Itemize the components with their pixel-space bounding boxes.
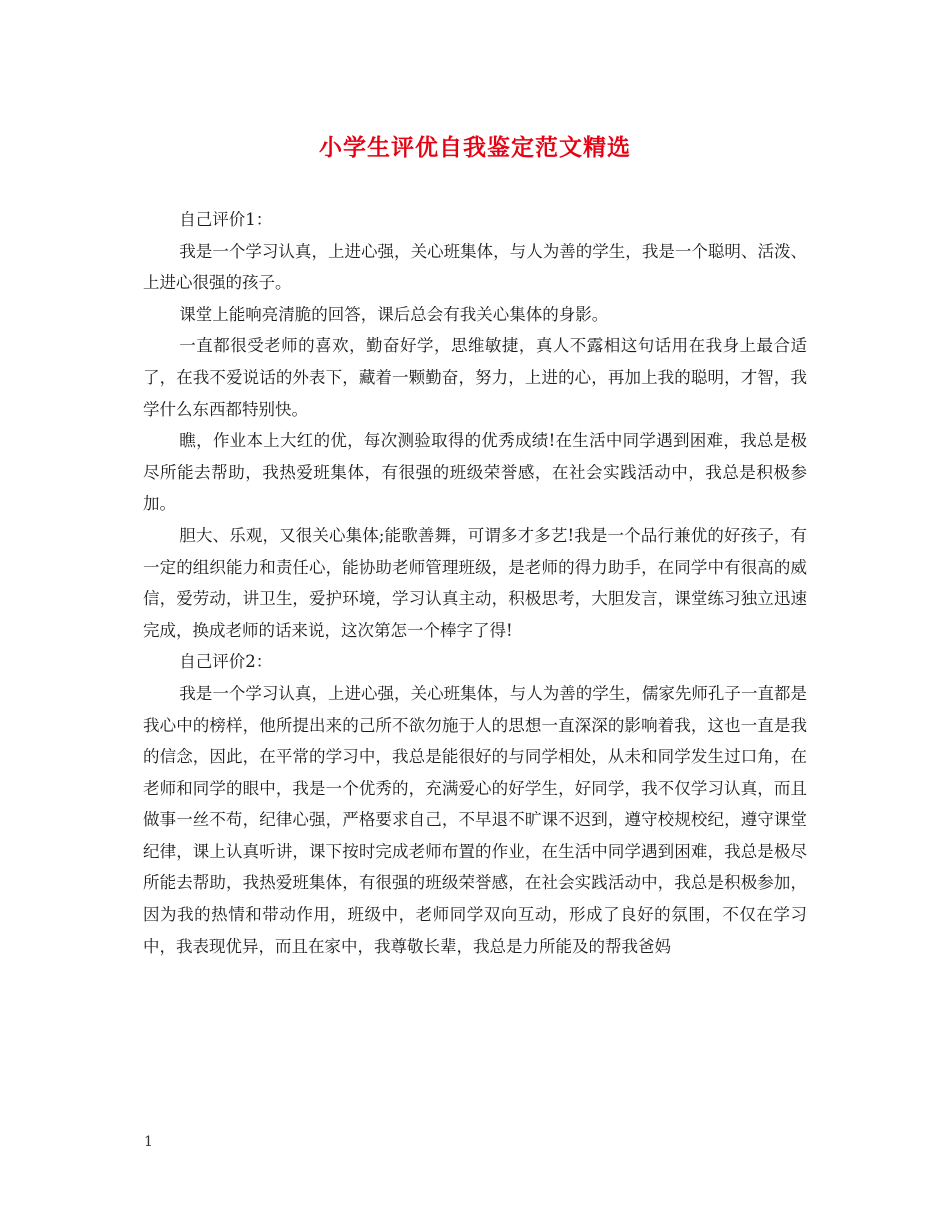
paragraph: 胆大、乐观，又很关心集体;能歌善舞，可谓多才多艺!我是一个品行兼优的好孩子，有一定的组织能力和责任心，能协助老师管理班级，是老师的得力助手，在同学中有很高的威信，爱劳动，讲卫生，爱护环境，学习认真主动，积极思考，大胆发言，课堂练习独立迅速完成，换成老师的话来说，这次第怎一个棒字了得! (143, 525, 807, 640)
paragraph: 自己评价2： (179, 652, 273, 672)
paragraph: 我是一个学习认真，上进心强，关心班集体，与人为善的学生，我是一个聪明、活泼、上进心很强的孩子。 (143, 241, 807, 293)
document-body (143, 204, 807, 962)
paragraph: 课堂上能响亮清脆的回答，课后总会有我关心集体的身影。 (179, 304, 609, 324)
page-number: 1 (144, 1134, 153, 1150)
document-title: 小学生评优自我鉴定范文精选 (319, 134, 631, 161)
paragraph: 瞧，作业本上大红的优，每次测验取得的优秀成绩!在生活中同学遇到困难，我总是极尽所能去帮助，我热爱班集体，有很强的班级荣誉感，在社会实践活动中，我总是积极参加。 (143, 431, 807, 514)
paragraph: 一直都很受老师的喜欢，勤奋好学，思维敏捷，真人不露相这句话用在我身上最合适了，在我不爱说话的外表下，藏着一颗勤奋，努力，上进的心，再加上我的聪明，才智，我学什么东西都特别快。 (143, 336, 807, 419)
paragraph: 自己评价1： (179, 210, 273, 229)
paragraph: 我是一个学习认真，上进心强，关心班集体，与人为善的学生，儒家先师孔子一直都是我心中的榜样，他所提出来的己所不欲勿施于人的思想一直深深的影响着我，这也一直是我的信念，因此，在平常的学习中，我总是能很好的与同学相处，从未和同学发生过口角，在老师和同学的眼中，我是一个优秀的，充满爱心的好学生，好同学，我不仅学习认真，而且做事一丝不苟，纪律心强，严格要求自己，不早退不旷课不迟到，遵守校规校纪，遵守课堂纪律，课上认真听讲，课下按时完成老师布置的作业，在生活中同学遇到困难，我总是极尽所能去帮助，我热爱班集体，有很强的班级荣誉感，在社会实践活动中，我总是积极参加，因为我的热情和带动作用，班级中，老师同学双向互动，形成了良好的氛围，不仅在学习中，我表现优异，而且在家中，我尊敬长辈，我总是力所能及的帮我爸妈 (143, 683, 807, 956)
